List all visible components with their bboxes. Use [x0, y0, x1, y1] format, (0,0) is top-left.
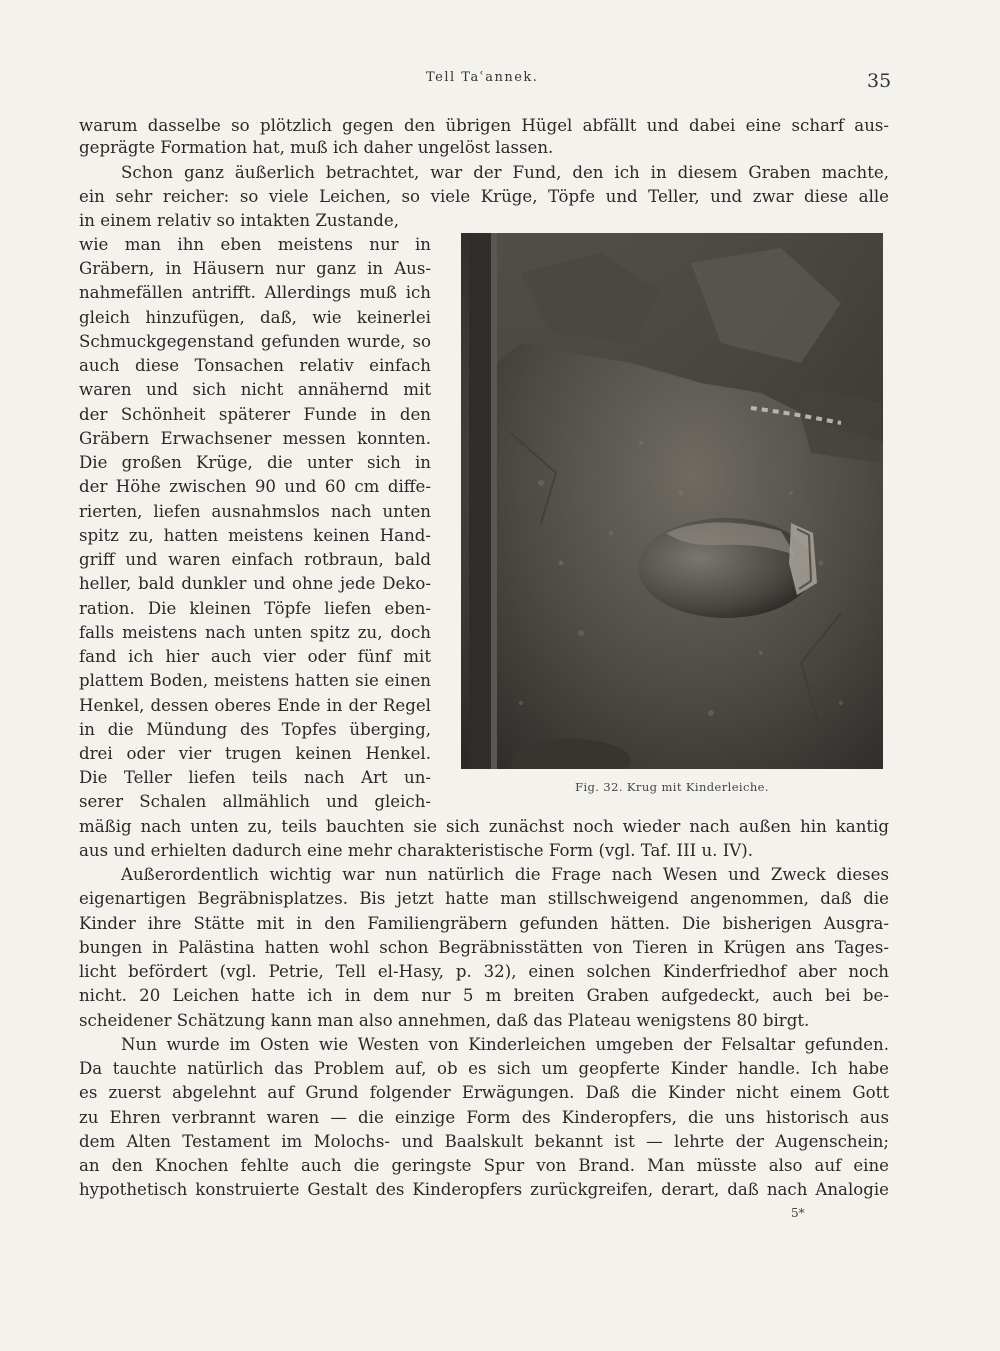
text-line: ein sehr reicher: so viele Leichen, so viele Krüge, Töpfe und Teller, und zwar diese alle [79, 187, 889, 206]
text-line: licht befördert (vgl. Petrie, Tell el-Hasy, p. 32), einen solchen Kinderfriedhof aber noch [79, 962, 889, 981]
text-line: geprägte Formation hat, muß ich daher ungelöst lassen. [79, 138, 554, 157]
text-line: bungen in Palästina hatten wohl schon Begräbnisstätten von Tieren in Krügen ans Tages- [79, 938, 889, 957]
text-line: scheidener Schätzung kann man also annehmen, daß das Plateau wenigstens 80 birgt. [79, 1011, 810, 1030]
text-line: eigenartigen Begräbnisplatzes. Bis jetzt hatte man stillschweigend angenommen, daß die [79, 889, 889, 908]
figure-photograph [461, 233, 883, 769]
text-line: wie man ihn eben meistens nur in [79, 235, 431, 254]
text-line: Außerordentlich wichtig war nun natürlich die Frage nach Wesen und Zweck dieses [121, 865, 889, 884]
text-line: aus und erhielten dadurch eine mehr charakteristische Form (vgl. Taf. III u. IV). [79, 841, 753, 860]
text-line: nahmefällen antrifft. Allerdings muß ich [79, 283, 431, 302]
text-line: falls meistens nach unten spitz zu, doch [79, 623, 431, 642]
text-line: warum dasselbe so plötzlich gegen den übrigen Hügel abfällt und dabei eine scharf aus- [79, 116, 889, 135]
text-line: Die Teller liefen teils nach Art un- [79, 768, 431, 787]
text-line: hypothetisch konstruierte Gestalt des Kinderopfers zurückgreifen, derart, daß nach Analogie [79, 1180, 889, 1199]
text-line: plattem Boden, meistens hatten sie einen [79, 671, 431, 690]
text-line: nicht. 20 Leichen hatte ich in dem nur 5 m breiten Graben aufgedeckt, auch bei be- [79, 986, 889, 1005]
figure-caption: Fig. 32. Krug mit Kinderleiche. [575, 780, 769, 794]
text-line: serer Schalen allmählich und gleich- [79, 792, 431, 811]
excavation-photo [461, 233, 883, 769]
text-line: mäßig nach unten zu, teils bauchten sie sich zunächst noch wieder nach außen hin kantig [79, 817, 889, 836]
text-line: in die Mündung des Topfes überging, [79, 720, 431, 739]
text-line: zu Ehren verbrannt waren — die einzige Form des Kinderopfers, die uns historisch aus [79, 1108, 889, 1127]
signature-mark: 5* [791, 1206, 805, 1220]
trench-wall [469, 233, 491, 769]
text-line: spitz zu, hatten meistens keinen Hand- [79, 526, 431, 545]
text-line: Gräbern Erwachsener messen konnten. [79, 429, 431, 448]
text-line: dem Alten Testament im Molochs- und Baalskult bekannt ist — lehrte der Augenschein; [79, 1132, 889, 1151]
text-line: gleich hinzufügen, daß, wie keinerlei [79, 308, 431, 327]
text-line: Schon ganz äußerlich betrachtet, war der Fund, den ich in diesem Graben machte, [121, 163, 889, 182]
text-line: heller, bald dunkler und ohne jede Deko- [79, 574, 431, 593]
text-line: es zuerst abgelehnt auf Grund folgender Erwägungen. Daß die Kinder nicht einem Gott [79, 1083, 889, 1102]
text-line: an den Knochen fehlte auch die geringste Spur von Brand. Man müsste also auf eine [79, 1156, 889, 1175]
running-header: Tell Taʿannek. [426, 70, 539, 85]
text-line: Gräbern, in Häusern nur ganz in Aus- [79, 259, 431, 278]
text-line: drei oder vier trugen keinen Henkel. [79, 744, 431, 763]
text-line: Henkel, dessen oberes Ende in der Regel [79, 696, 431, 715]
text-line: ration. Die kleinen Töpfe liefen eben- [79, 599, 431, 618]
text-line: Schmuckgegenstand gefunden wurde, so [79, 332, 431, 351]
text-line: Die großen Krüge, die unter sich in [79, 453, 431, 472]
page-number: 35 [867, 70, 892, 92]
text-line: der Höhe zwischen 90 und 60 cm diffe- [79, 477, 431, 496]
text-line: der Schönheit späterer Funde in den [79, 405, 431, 424]
text-line: Nun wurde im Osten wie Westen von Kinderleichen umgeben der Felsaltar gefunden. [121, 1035, 889, 1054]
text-line: rierten, liefen ausnahmslos nach unten [79, 502, 431, 521]
text-line: griff und waren einfach rotbraun, bald [79, 550, 431, 569]
text-line: auch diese Tonsachen relativ einfach [79, 356, 431, 375]
text-line: fand ich hier auch vier oder fünf mit [79, 647, 431, 666]
text-line: in einem relativ so intakten Zustande, [79, 211, 400, 230]
text-line: Kinder ihre Stätte mit in den Familiengräbern gefunden hätten. Die bisherigen Ausgra- [79, 914, 889, 933]
text-line: Da tauchte natürlich das Problem auf, ob es sich um geopferte Kinder handle. Ich habe [79, 1059, 889, 1078]
text-line: waren und sich nicht annähernd mit [79, 380, 431, 399]
